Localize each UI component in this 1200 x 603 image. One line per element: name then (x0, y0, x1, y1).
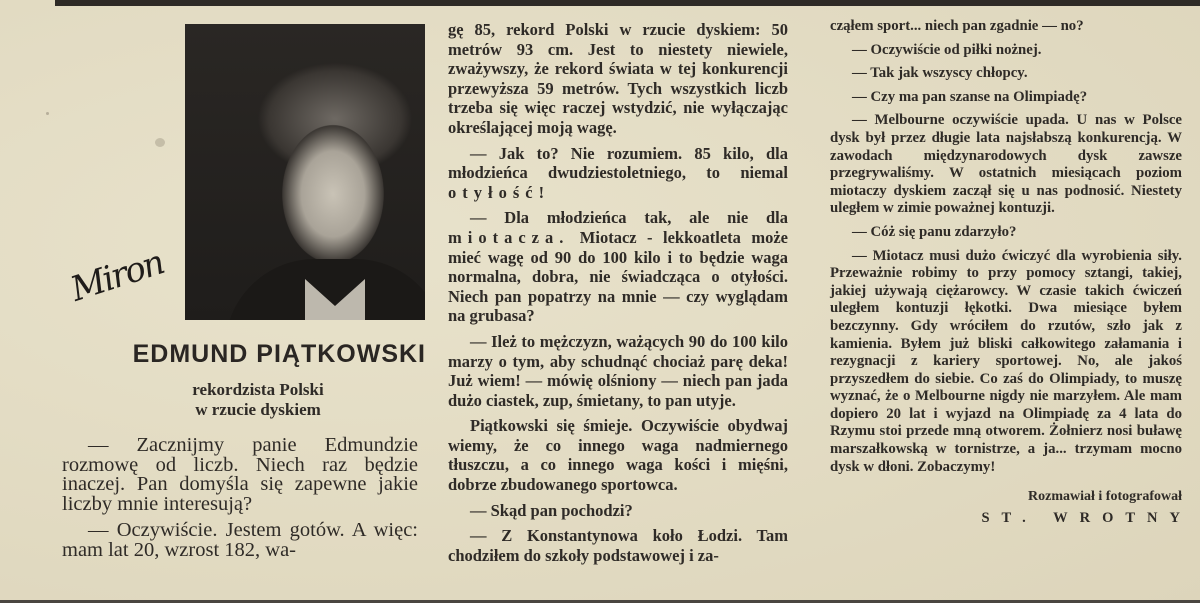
paragraph: — Miotacz musi dużo ćwiczyć dla wyrobienia siły. Przeważnie robimy to przy pomocy sztangi, takiej, jakiej używają ciężarowcy. W czasie takich ćwiczeń uległem kontuzji łękotki. Dwa miesiące byłem bezczynny. Gdy wróciłem do rzutów, szło jak z kamienia. Byłem już bliski całkowitego załamania i rezygnacji z kariery sportowej. No, ale jakoś przyszedłem do siebie. Co zaś do Olimpiady, to muszę wyznać, że o Melbourne nigdy nie marzyłem. Ale mam dopiero 20 lat i wyjazd na Olimpiadę za 4 lata do Rzymu stoi przede mną otworem. Żołnierz nosi buławę marszałkowską w tornistrze, a ja... trzymam mocno dysk w dłoni. Zobaczymy! (830, 247, 1182, 475)
paragraph: — Ileż to mężczyzn, ważących 90 do 100 kilo marzy o tym, aby schudnąć chociaż parę deka! Już wiem! — mówię olśniony — niech pan jada dużo ciastek, zup, śmietany, to pan utyje. (448, 331, 788, 410)
subhead-line-1: rekordzista Polski (192, 380, 324, 399)
paragraph: — Z Konstantynowa koło Łodzi. Tam chodziłem do szkoły podstawowej i za- (448, 526, 788, 565)
subhead-line-2: w rzucie dyskiem (195, 400, 321, 419)
paragraph-continuation: gę 85, rekord Polski w rzucie dyskiem: 50 metrów 93 cm. Jest to niestety niewiele, zważywszy, że rekord świata w tej konkurencji przewyższa 59 metrów. Tych wszystkich liczb trzeba się więc raczej wstydzić, nie wyłączając określającej moją wagę. (448, 20, 788, 137)
article-headline: EDMUND PIĄTKOWSKI (132, 340, 426, 368)
paragraph: — Tak jak wszyscy chłopcy. (852, 65, 1028, 82)
column-2 (448, 20, 788, 571)
column-1 (62, 436, 418, 567)
paragraph (448, 208, 788, 326)
paragraph: — Czy ma pan szanse na Olimpiadę? (852, 88, 1088, 105)
article-subhead (120, 380, 396, 420)
byline-author: ST. WROTNY (981, 509, 1192, 526)
photographer-signature: Miron (65, 242, 169, 310)
spaced-emphasis: otyłość! (448, 182, 551, 202)
frame-border-top (55, 0, 1200, 6)
text: Miotacz - lekkoatleta może mieć wagę od 90 do 100 kilo i to będzie waga normalna, dobra, nie świadcząca o otyłości. Niech pan popatrzy na mnie — czy wyglądam na grubasa? (448, 227, 788, 326)
paragraph: — Melbourne oczywiście upada. U nas w Polsce dysk był przez długie lata najsłabszą konkurencją. W zawodach międzynarodowych dysk zawsze przegrywaliśmy. W ostatnich miesiącach poziom miotaczy dyskiem zaczął się u nas podnosić. Niestety uległem w zimie poważnej kontuzji. (830, 112, 1182, 217)
spaced-emphasis: miotacza. (448, 227, 570, 247)
paragraph: Piątkowski się śmieje. Oczywiście obydwaj wiemy, że co innego waga nadmiernego tłuszczu, a co innego waga kości i mięśni, dobrze zbudowanego sportowca. (448, 416, 788, 495)
byline (830, 488, 1192, 527)
paragraph: — Cóż się panu zdarzyło? (852, 223, 1017, 240)
paragraph: — Skąd pan pochodzi? (470, 500, 633, 520)
text: — Dla młodzieńca tak, ale nie dla (470, 208, 788, 228)
paragraph-continuation: cząłem sport... niech pan zgadnie — no? (830, 18, 1084, 34)
column-3 (830, 18, 1192, 527)
byline-role: Rozmawiał i fotografował (1028, 489, 1182, 505)
paragraph: — Oczywiście od piłki nożnej. (852, 41, 1042, 58)
paragraph: — Zacznijmy panie Edmundzie rozmowę od liczb. Niech raz będzie inaczej. Pan domyśla się zapewne jakie liczby mnie interesują? (62, 434, 418, 515)
paragraph (448, 144, 788, 203)
paper-speck (46, 112, 49, 115)
paper-stain (155, 138, 165, 147)
paragraph: — Oczywiście. Jestem gotów. A więc: mam lat 20, wzrost 182, wa- (62, 519, 418, 561)
portrait-photo (185, 24, 425, 320)
text: — Jak to? Nie rozumiem. 85 kilo, dla młodzieńca dwudziestoletniego, to niemal (448, 143, 788, 183)
